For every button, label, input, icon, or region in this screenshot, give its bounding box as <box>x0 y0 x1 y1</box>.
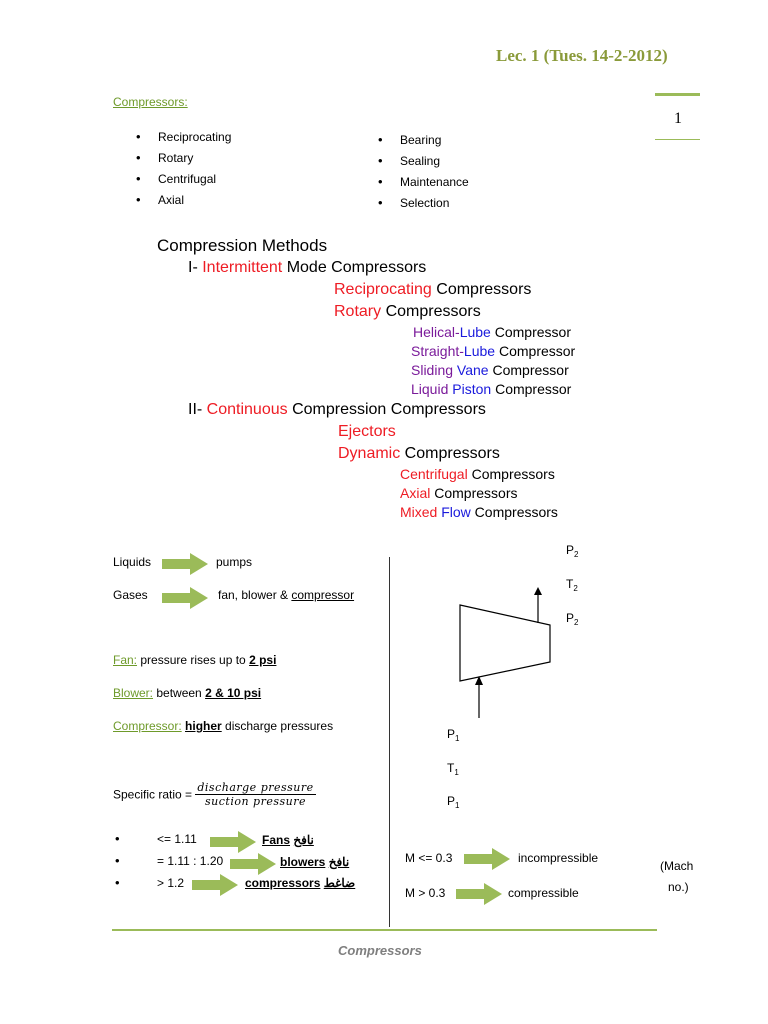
label-p2-top: $P_2$ <box>566 543 579 559</box>
helical-lube-compressor: Helical-Lube Compressor <box>413 324 571 340</box>
ratio-row-result: blowers نافخ <box>280 855 350 869</box>
list-item: • Reciprocating <box>134 130 231 151</box>
compressible-arrow-icon <box>456 883 502 905</box>
mach-compressible-result: compressible <box>508 886 579 900</box>
fans-arrow-icon <box>210 831 256 853</box>
label-t1: $T_1$ <box>447 761 459 777</box>
gases-result: fan, blower & compressor <box>218 588 355 602</box>
footer-title: Compressors <box>338 943 422 958</box>
mach-compressible-condition: M > 0.3 <box>405 886 446 900</box>
ratio-row-result: Fans نافخ <box>262 833 314 847</box>
list-item: • Maintenance <box>376 175 469 196</box>
ejectors: Ejectors <box>338 423 396 440</box>
liquids-label: Liquids <box>113 555 152 569</box>
mach-incompressible-result: incompressible <box>518 851 599 865</box>
list-item: • Selection <box>376 196 469 217</box>
list-item: • Centrifugal <box>134 172 231 193</box>
lecture-header: Lec. 1 (Tues. 14-2-2012) <box>496 46 668 65</box>
straight-lube-compressor: Straight-Lube Compressor <box>411 343 576 359</box>
page-number: 1 <box>674 110 682 127</box>
mach-incompressible-condition: M <= 0.3 <box>405 851 453 865</box>
continuous-mode: II- Continuous Compression Compressors <box>188 401 486 418</box>
mach-note-line1: (Mach <box>660 859 694 873</box>
list-item: • Axial <box>134 193 231 214</box>
compressors-arrow-icon <box>192 874 238 896</box>
liquids-arrow-icon <box>162 553 208 575</box>
compressors-heading: Compressors: <box>113 95 188 109</box>
compressor-types-list <box>134 130 231 214</box>
liquids-result: pumps <box>216 555 253 569</box>
sliding-vane-compressor: Sliding Vane Compressor <box>411 362 569 378</box>
list-item: • Sealing <box>376 154 469 175</box>
incompressible-arrow-icon <box>464 848 510 870</box>
gases-arrow-icon <box>162 587 208 609</box>
label-p1-bottom: $P_1$ <box>447 794 460 810</box>
compressor-diagram <box>440 585 570 725</box>
blower-definition: Blower: between 2 & 10 psi <box>113 686 262 700</box>
rotary-compressors: Rotary Compressors <box>334 303 481 320</box>
ratio-fraction: $\frac{\text{discharge pressure}}{\text{suction pressure}}$ <box>197 781 314 808</box>
reciprocating-compressors: Reciprocating Compressors <box>334 281 532 298</box>
liquid-piston-compressor: Liquid Piston Compressor <box>411 381 572 397</box>
label-p2-bottom: $P_2$ <box>566 611 579 627</box>
fan-definition: Fan: pressure rises up to 2 psi <box>113 653 277 667</box>
methods-title: Compression Methods <box>157 236 328 255</box>
axial-compressors: Axial Compressors <box>400 485 518 501</box>
ratio-row-result: compressors ضاغط <box>245 876 356 890</box>
compressor-definition: Compressor: higher discharge pressures <box>113 719 334 733</box>
compressor-topics-list <box>376 133 469 217</box>
blowers-arrow-icon <box>230 853 276 875</box>
gases-label: Gases <box>113 588 148 602</box>
footer-rule <box>112 929 657 931</box>
mach-note-line2: no.) <box>668 880 689 894</box>
specific-ratio-formula: Specific ratio = $\frac{\text{discharge pressure}}{\text{suction pressure}}$ <box>113 781 314 808</box>
list-item: • Bearing <box>376 133 469 154</box>
intermittent-mode: I- Intermittent Mode Compressors <box>188 259 427 276</box>
column-divider <box>389 557 390 927</box>
list-item: • Rotary <box>134 151 231 172</box>
dynamic-compressors: Dynamic Compressors <box>338 445 500 462</box>
centrifugal-compressors: Centrifugal Compressors <box>400 466 555 482</box>
label-p1-top: $P_1$ <box>447 727 460 743</box>
label-t2: $T_2$ <box>566 577 578 593</box>
page-number-rule-bottom <box>655 139 700 140</box>
page-number-rule-top <box>655 93 700 96</box>
mixed-flow-compressors: Mixed Flow Compressors <box>400 504 558 520</box>
